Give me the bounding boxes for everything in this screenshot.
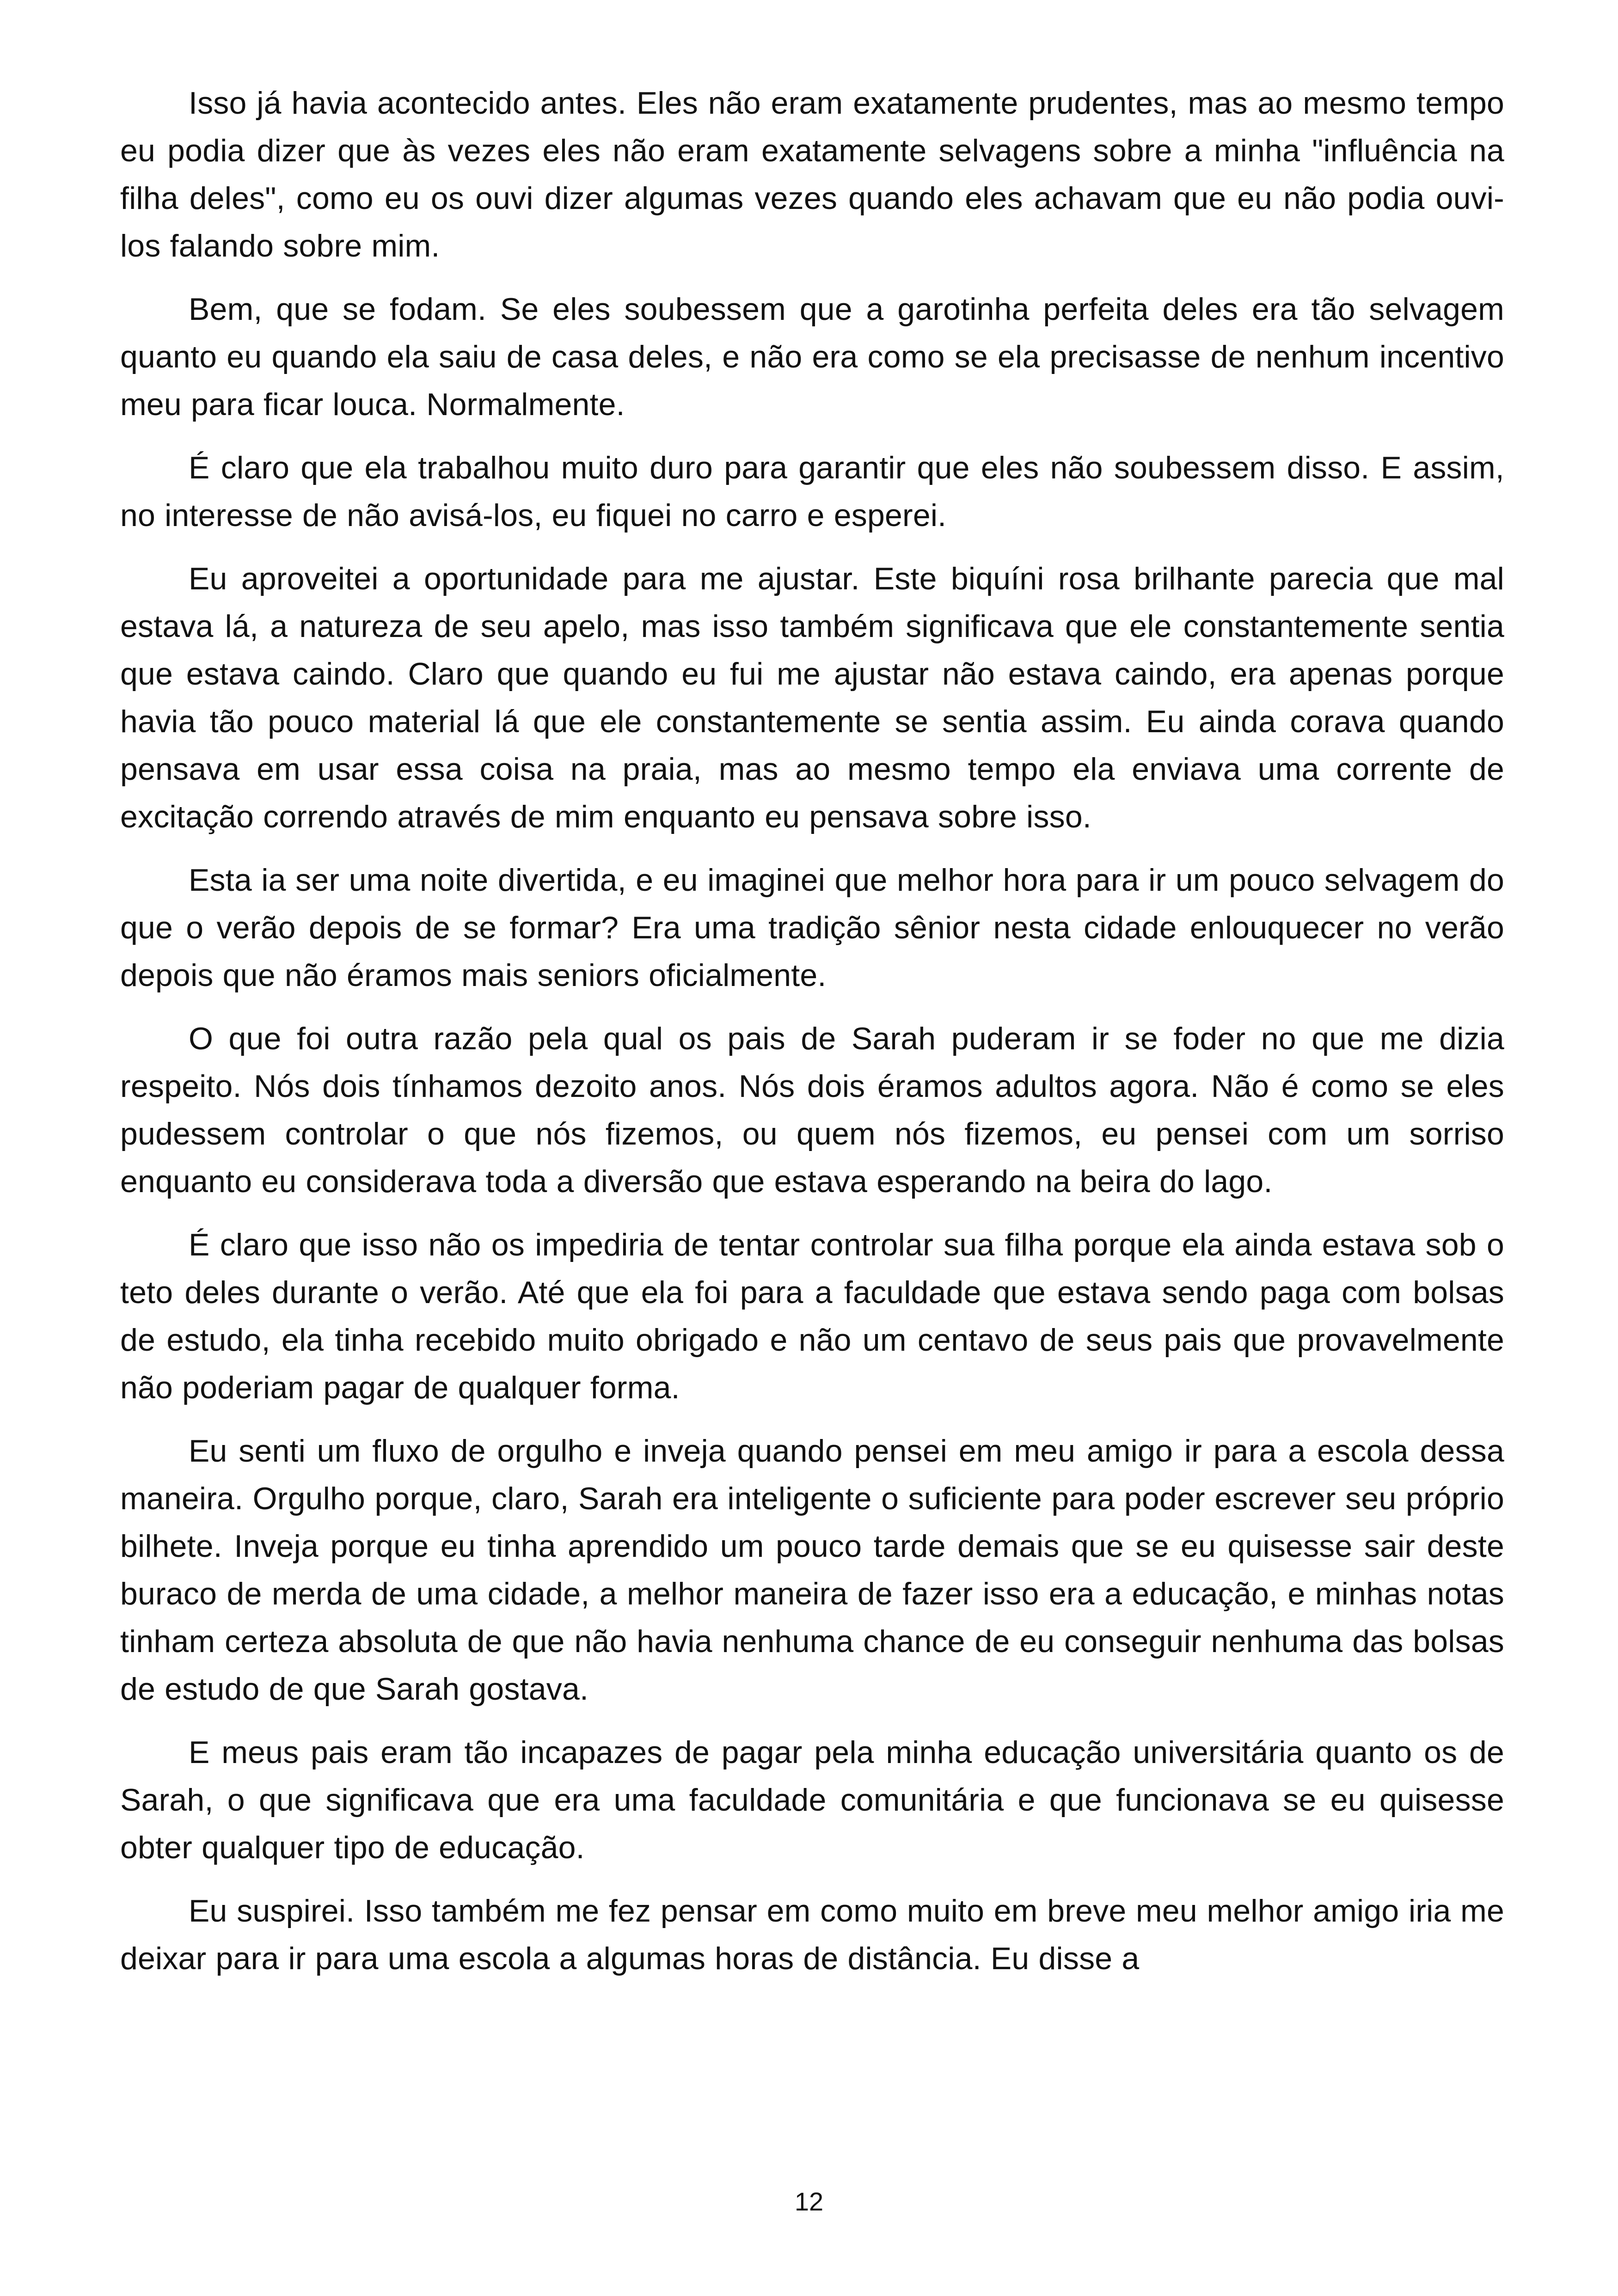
paragraph: É claro que isso não os impediria de tentar controlar sua filha porque ela ainda estava sob o teto deles durante o verão. Até que ela foi para a faculdade que estava sendo paga com bolsas de estudo, ela tinha recebido muito obrigado e não um centavo de seus pais que provavelmente não poderiam pagar de qualquer forma. (120, 1227, 1504, 1405)
page-number: 12 (794, 2187, 824, 2216)
paragraph: É claro que ela trabalhou muito duro para garantir que eles não soubessem disso. E assim, no interesse de não avisá-los, eu fiquei no carro e esperei. (120, 450, 1504, 533)
body-text (120, 80, 1504, 1998)
paragraph: O que foi outra razão pela qual os pais de Sarah puderam ir se foder no que me dizia respeito. Nós dois tínhamos dezoito anos. Nós dois éramos adultos agora. Não é como se eles pudessem controlar o que nós fizemos, ou quem nós fizemos, eu pensei com um sorriso enquanto eu considerava toda a diversão que estava esperando na beira do lago. (120, 1021, 1504, 1199)
paragraph: E meus pais eram tão incapazes de pagar pela minha educação universitária quanto os de Sarah, o que significava que era uma faculdade comunitária e que funcionava se eu quisesse obter qualquer tipo de educação. (120, 1735, 1504, 1865)
paragraph: Eu suspirei. Isso também me fez pensar em como muito em breve meu melhor amigo iria me deixar para ir para uma escola a algumas horas de distância. Eu disse a (120, 1893, 1504, 1976)
paragraph: Bem, que se fodam. Se eles soubessem que a garotinha perfeita deles era tão selvagem quanto eu quando ela saiu de casa deles, e não era como se ela precisasse de nenhum incentivo meu para ficar louca. Normalmente. (120, 292, 1504, 422)
paragraph: Esta ia ser uma noite divertida, e eu imaginei que melhor hora para ir um pouco selvagem do que o verão depois de se formar? Era uma tradição sênior nesta cidade enlouquecer no verão depois que não éramos mais seniors oficialmente. (120, 863, 1504, 993)
paragraph: Eu aproveitei a oportunidade para me ajustar. Este biquíni rosa brilhante parecia que mal estava lá, a natureza de seu apelo, mas isso também significava que ele constantemente sentia que estava caindo. Claro que quando eu fui me ajustar não estava caindo, era apenas porque havia tão pouco material lá que ele constantemente se sentia assim. Eu ainda corava quando pensava em usar essa coisa na praia, mas ao mesmo tempo ela enviava uma corrente de excitação correndo através de mim enquanto eu pensava sobre isso. (120, 561, 1504, 834)
paragraph: Isso já havia acontecido antes. Eles não eram exatamente prudentes, mas ao mesmo tempo eu podia dizer que às vezes eles não eram exatamente selvagens sobre a minha "influência na filha deles", como eu os ouvi dizer algumas vezes quando eles achavam que eu não podia ouvi-los falando sobre mim. (120, 86, 1504, 263)
paragraph: Eu senti um fluxo de orgulho e inveja quando pensei em meu amigo ir para a escola dessa maneira. Orgulho porque, claro, Sarah era inteligente o suficiente para poder escrever seu próprio bilhete. Inveja porque eu tinha aprendido um pouco tarde demais que se eu quisesse sair deste buraco de merda de uma cidade, a melhor maneira de fazer isso era a educação, e minhas notas tinham certeza absoluta de que não havia nenhuma chance de eu conseguir nenhuma das bolsas de estudo de que Sarah gostava. (120, 1433, 1504, 1707)
